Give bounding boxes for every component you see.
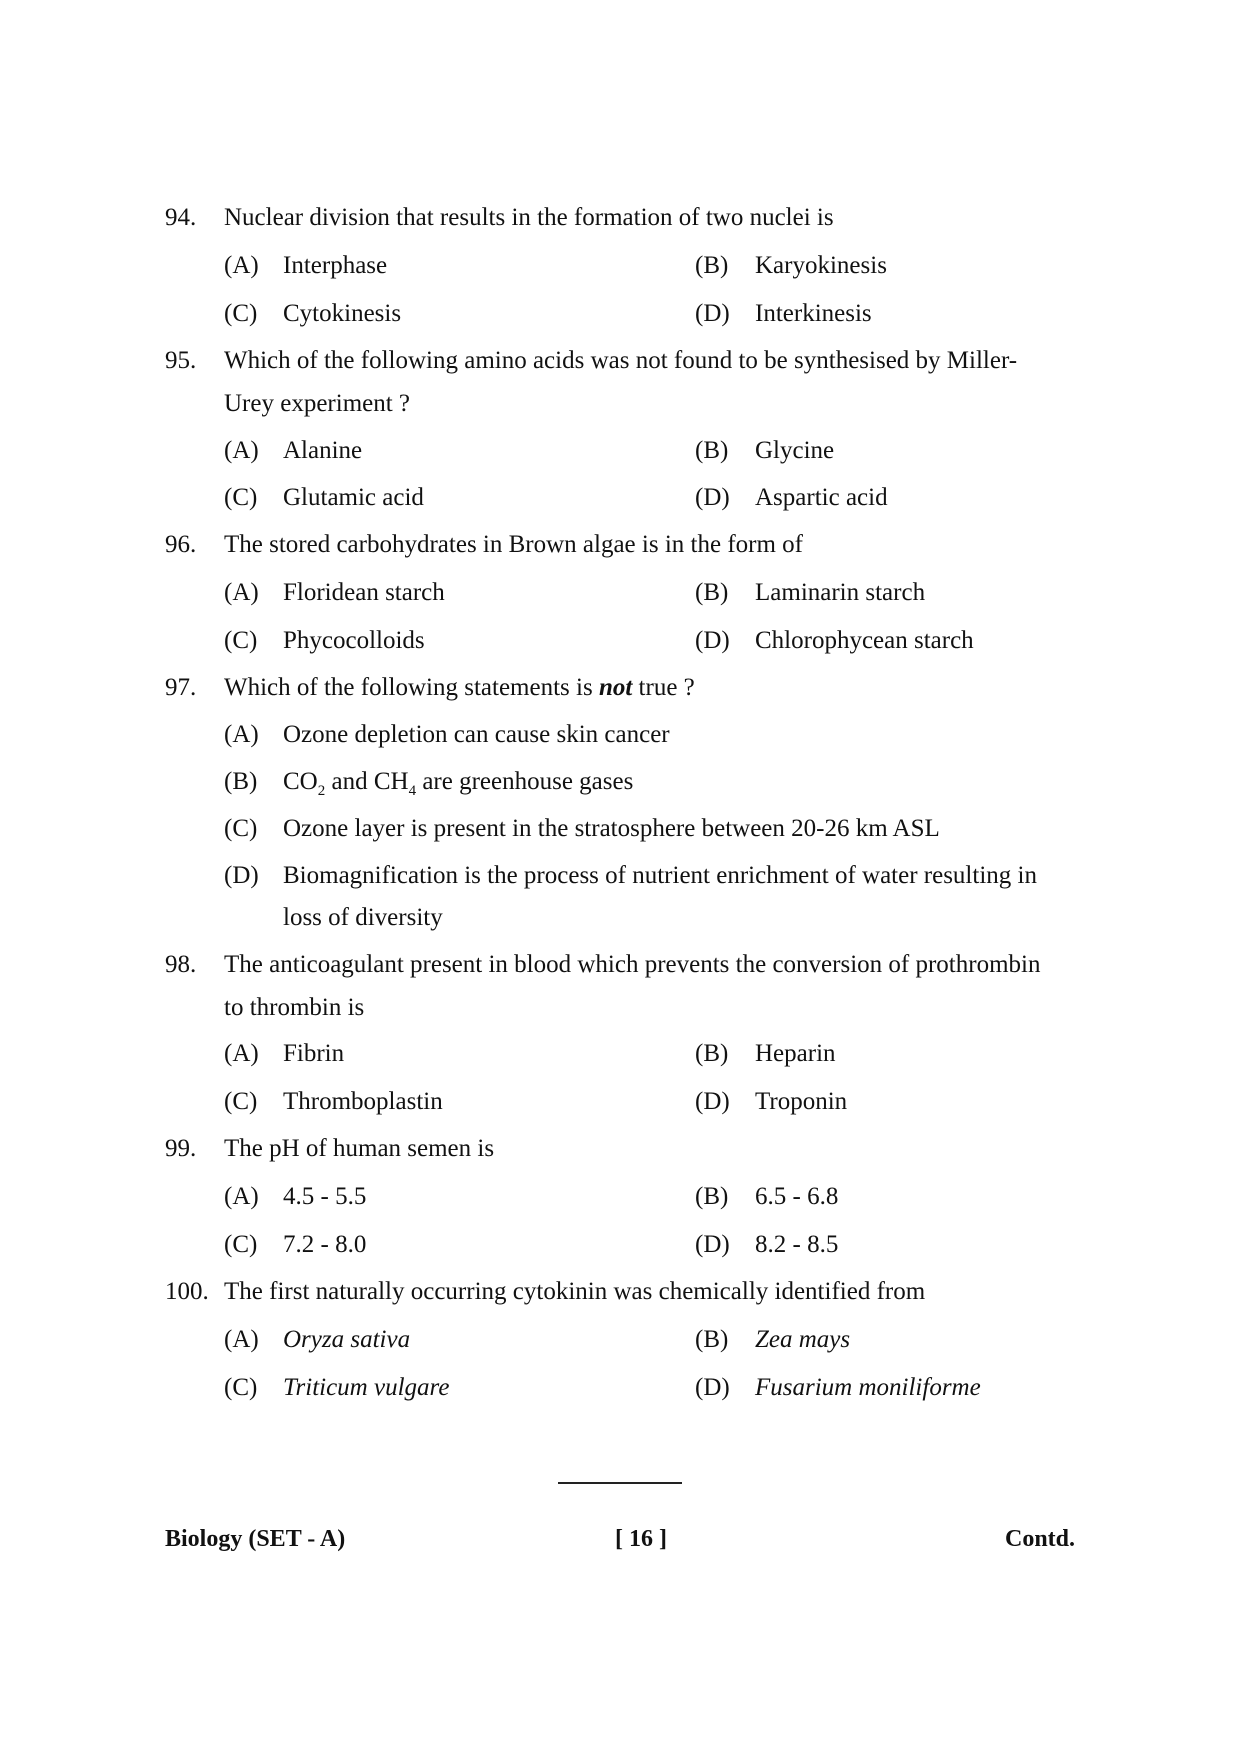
question-text-95-line1: Which of the following amino acids was not found to be synthesised by Miller- [224, 347, 1018, 374]
option-letter-96c: (C) [224, 627, 258, 654]
option-text-94a: Interphase [283, 252, 388, 279]
option-text-96b: Laminarin starch [755, 579, 926, 606]
question-text-97 [224, 673, 695, 703]
option-letter-98d: (D) [695, 1088, 730, 1115]
option-text-96c: Phycocolloids [283, 627, 425, 654]
option-text-98b: Heparin [755, 1040, 836, 1067]
question-number-97: 97. [165, 674, 197, 701]
question-number-99: 99. [165, 1135, 197, 1162]
option-text-94b: Karyokinesis [755, 252, 887, 279]
end-separator-rule [558, 1482, 682, 1484]
option-text-94d: Interkinesis [755, 300, 872, 327]
option-letter-96b: (B) [695, 579, 729, 606]
option-letter-100d: (D) [695, 1374, 730, 1401]
question-text-98-line2: to thrombin is [224, 994, 365, 1021]
question-number-100: 100. [165, 1278, 209, 1305]
option-letter-99c: (C) [224, 1231, 258, 1258]
option-text-97c: Ozone layer is present in the stratosphere between 20-26 km ASL [283, 815, 940, 842]
option-letter-95c: (C) [224, 484, 258, 511]
option-text-95c: Glutamic acid [283, 484, 424, 511]
question-number-95: 95. [165, 347, 197, 374]
option-letter-99b: (B) [695, 1183, 729, 1210]
question-text-98-line1: The anticoagulant present in blood which prevents the conversion of prothrombin [224, 951, 1041, 978]
option-text-96a: Floridean starch [283, 579, 445, 606]
option-letter-95a: (A) [224, 437, 259, 464]
option-97b-end: are greenhouse gases [416, 768, 634, 795]
option-letter-97a: (A) [224, 721, 259, 748]
option-text-97b [283, 767, 633, 797]
option-text-99d: 8.2 - 8.5 [755, 1231, 839, 1258]
option-text-98c: Thromboplastin [283, 1088, 443, 1115]
question-text-97-before: Which of the following statements is [224, 674, 599, 701]
option-text-95b: Glycine [755, 437, 835, 464]
question-text-97-after: true ? [632, 674, 695, 701]
question-text-99: The pH of human semen is [224, 1135, 495, 1162]
option-letter-100a: (A) [224, 1326, 259, 1353]
option-text-97d-line2: loss of diversity [283, 904, 443, 931]
option-text-100a: Oryza sativa [283, 1326, 411, 1353]
question-number-94: 94. [165, 204, 197, 231]
option-letter-96d: (D) [695, 627, 730, 654]
option-97b-mid: and CH [325, 768, 409, 795]
option-text-100c: Triticum vulgare [283, 1374, 450, 1401]
option-letter-97b: (B) [224, 768, 258, 795]
option-letter-99d: (D) [695, 1231, 730, 1258]
footer-continued: Contd. [1005, 1526, 1076, 1552]
footer-subject: Biology (SET - A) [165, 1526, 346, 1552]
option-letter-94a: (A) [224, 252, 259, 279]
option-text-97a: Ozone depletion can cause skin cancer [283, 721, 670, 748]
option-letter-100c: (C) [224, 1374, 258, 1401]
option-letter-94c: (C) [224, 300, 258, 327]
option-letter-100b: (B) [695, 1326, 729, 1353]
question-text-96: The stored carbohydrates in Brown algae is in the form of [224, 531, 803, 558]
option-text-99a: 4.5 - 5.5 [283, 1183, 367, 1210]
option-text-96d: Chlorophycean starch [755, 627, 974, 654]
question-text-94: Nuclear division that results in the formation of two nuclei is [224, 204, 834, 231]
option-letter-95d: (D) [695, 484, 730, 511]
question-text-97-emphasis: not [598, 674, 633, 701]
question-text-95-line2: Urey experiment ? [224, 390, 411, 417]
co-formula: CO [283, 768, 318, 795]
option-text-100d: Fusarium moniliforme [755, 1374, 981, 1401]
option-letter-99a: (A) [224, 1183, 259, 1210]
option-letter-98c: (C) [224, 1088, 258, 1115]
option-letter-94b: (B) [695, 252, 729, 279]
option-letter-96a: (A) [224, 579, 259, 606]
option-text-98d: Troponin [755, 1088, 848, 1115]
option-text-100b: Zea mays [755, 1326, 851, 1353]
option-letter-98a: (A) [224, 1040, 259, 1067]
co-subscript: 2 [317, 783, 326, 799]
option-text-99c: 7.2 - 8.0 [283, 1231, 367, 1258]
option-text-99b: 6.5 - 6.8 [755, 1183, 839, 1210]
option-letter-98b: (B) [695, 1040, 729, 1067]
option-letter-97c: (C) [224, 815, 258, 842]
option-text-94c: Cytokinesis [283, 300, 402, 327]
question-number-96: 96. [165, 531, 197, 558]
question-number-98: 98. [165, 951, 197, 978]
option-text-95d: Aspartic acid [755, 484, 888, 511]
option-text-98a: Fibrin [283, 1040, 345, 1067]
question-text-100: The first naturally occurring cytokinin was chemically identified from [224, 1278, 926, 1305]
option-letter-94d: (D) [695, 300, 730, 327]
option-text-97d-line1: Biomagnification is the process of nutrient enrichment of water resulting in [283, 862, 1037, 889]
option-letter-97d: (D) [224, 862, 259, 889]
ch-subscript: 4 [408, 783, 417, 799]
option-letter-95b: (B) [695, 437, 729, 464]
option-text-95a: Alanine [283, 437, 363, 464]
footer-page-number: [ 16 ] [615, 1526, 667, 1552]
